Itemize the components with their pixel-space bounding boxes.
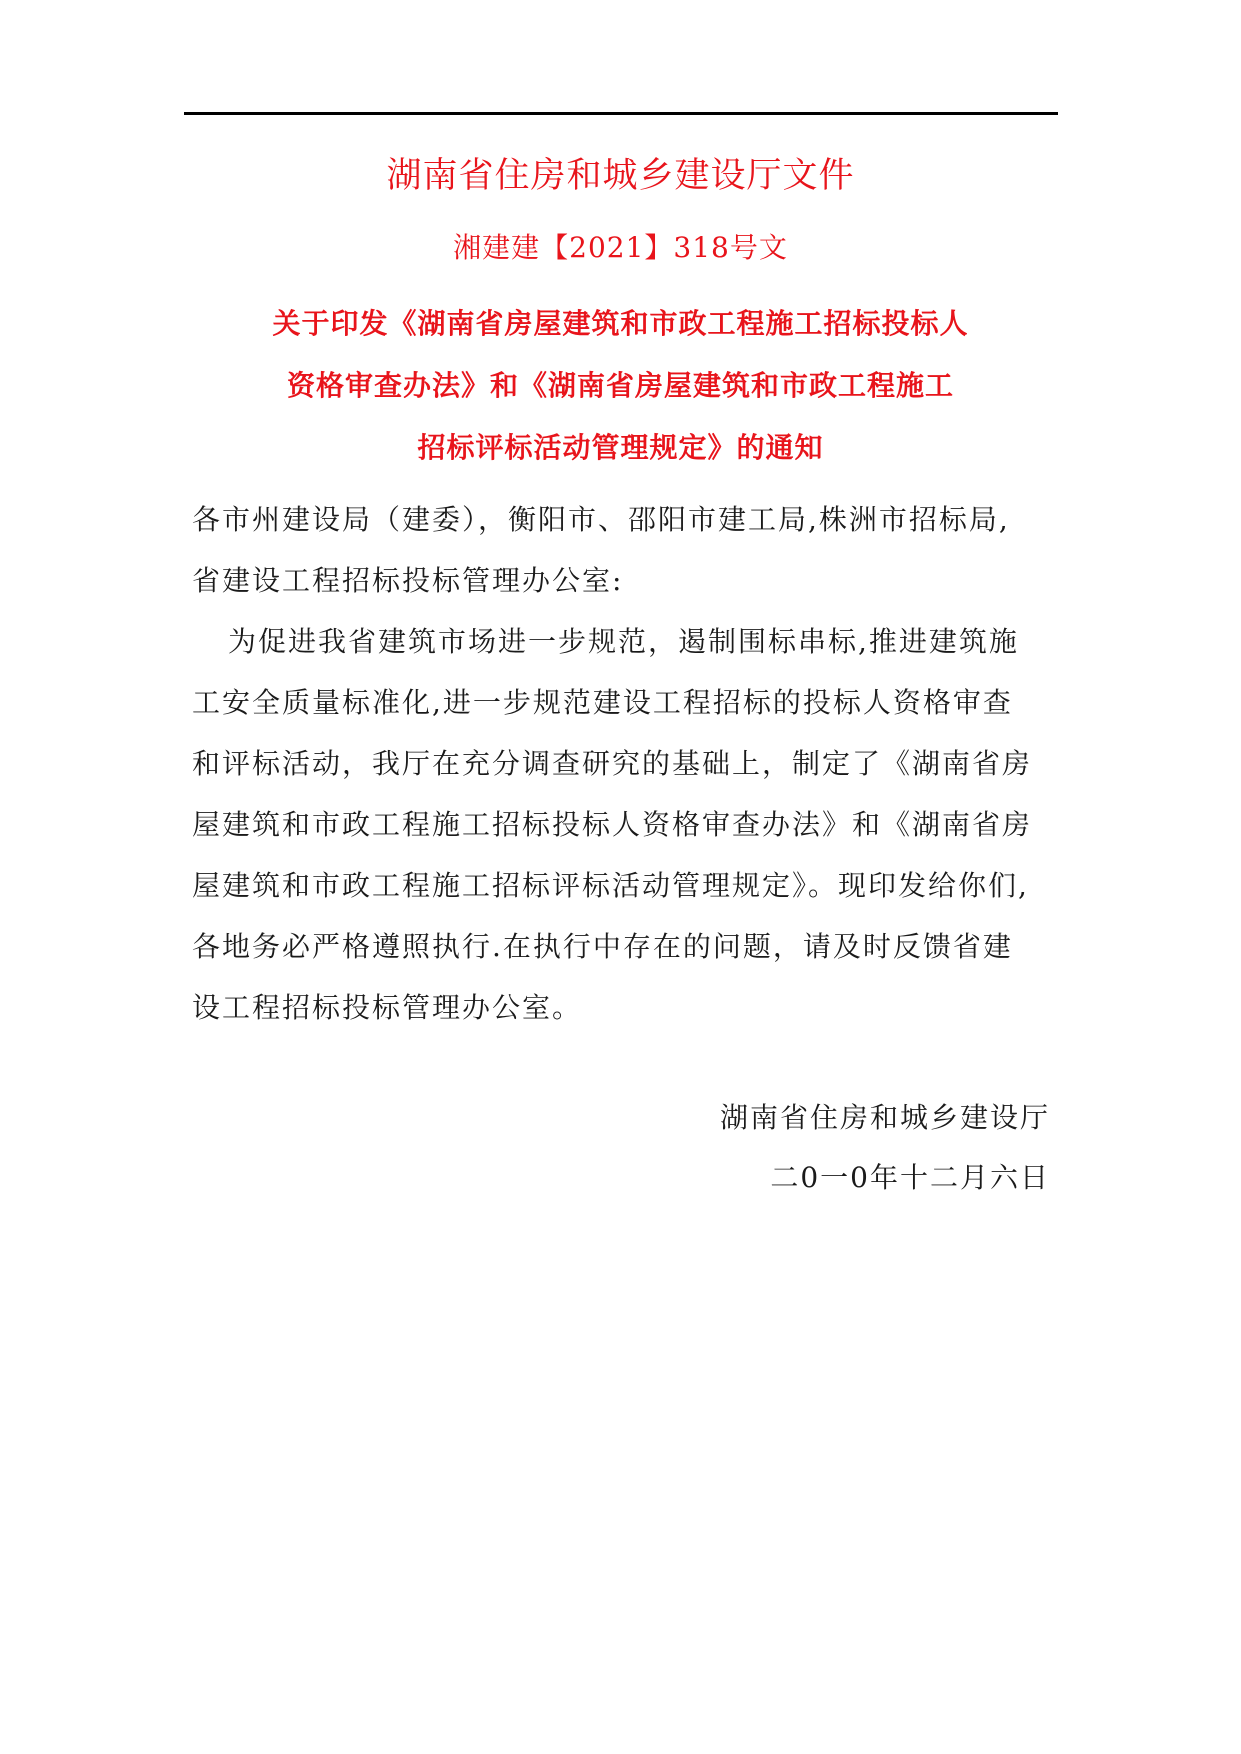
header-rule [184,112,1058,115]
body-line: 设工程招标投标管理办公室。 [192,991,583,1024]
signature-block [600,1088,1050,1208]
body-line: 和评标活动，我厅在充分调查研究的基础上，制定了《湖南省房 [192,747,1033,780]
signature-date: 二0一0年十二月六日 [770,1161,1050,1194]
body-line: 为促进我省建筑市场进一步规范，遏制围标串标,推进建筑施 [228,625,1019,658]
notice-title-line: 关于印发《湖南省房屋建筑和市政工程施工招标投标人 [272,307,969,340]
signature-issuer: 湖南省住房和城乡建设厅 [719,1101,1050,1134]
notice-title-line: 招标评标活动管理规定》的通知 [417,431,824,464]
addressee-line: 各市州建设局（建委），衡阳市、邵阳市建工局,株洲市招标局, [192,503,1010,536]
document-header-title: 湖南省住房和城乡建设厅文件 [386,156,855,196]
body-line: 各地务必严格遵照执行.在执行中存在的问题，请及时反馈省建 [192,930,1013,963]
notice-title [0,293,1241,479]
notice-title-line: 资格审查办法》和《湖南省房屋建筑和市政工程施工 [286,369,954,402]
body-line: 屋建筑和市政工程施工招标评标活动管理规定》。现印发给你们, [192,869,1029,902]
body-line: 工安全质量标准化,进一步规范建设工程招标的投标人资格审查 [192,686,1013,719]
document-number: 湘建建【2021】318号文 [453,231,788,264]
document-body [192,489,1054,1038]
body-line: 屋建筑和市政工程施工招标投标人资格审查办法》和《湖南省房 [192,808,1033,841]
addressee-line: 省建设工程招标投标管理办公室: [192,564,624,597]
